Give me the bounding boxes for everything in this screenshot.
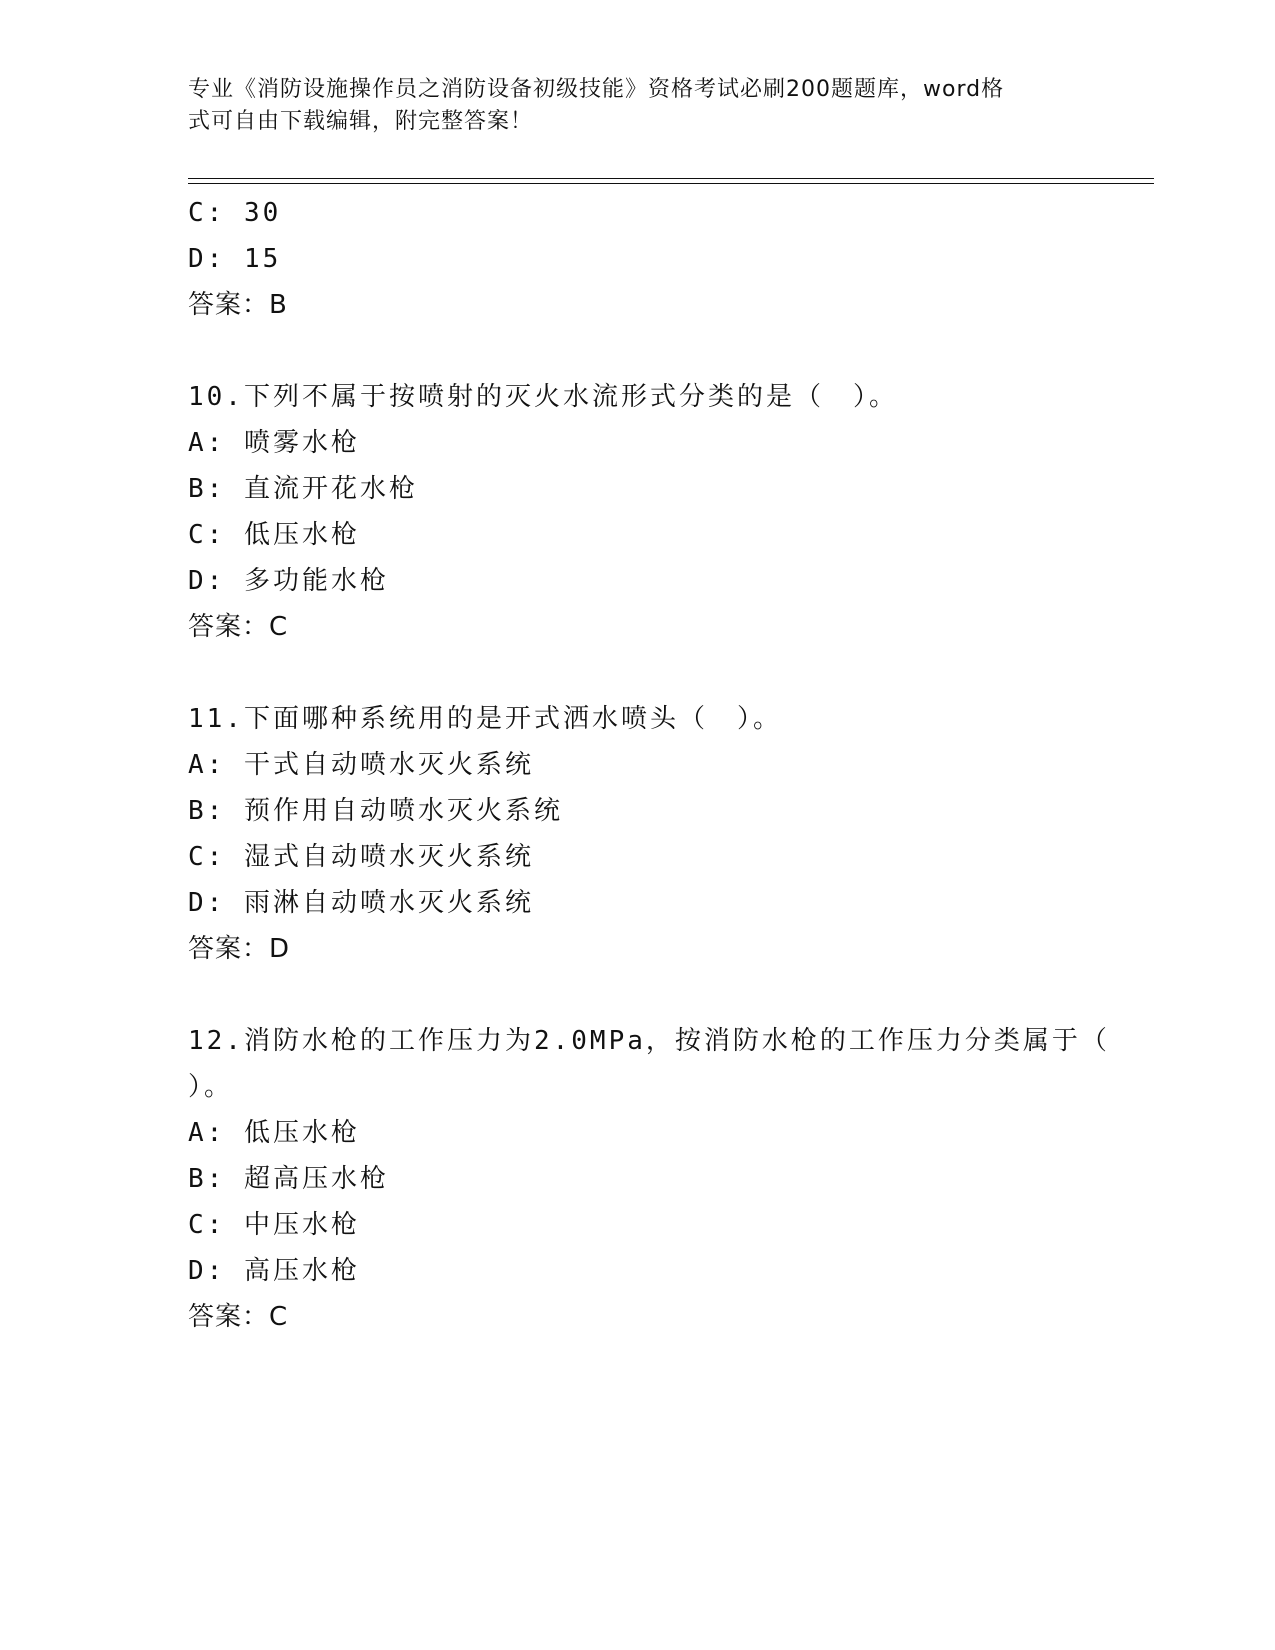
spacer (188, 328, 1148, 374)
option-a: A: 干式自动喷水灭火系统 (188, 750, 534, 780)
option-d: D: 雨淋自动喷水灭火系统 (188, 888, 534, 918)
option-d: D: 15 (188, 244, 282, 274)
question-12 (188, 1018, 1148, 1340)
spacer (188, 972, 1148, 1018)
question-10 (188, 374, 1148, 650)
header-title-line-2: 式可自由下载编辑，附完整答案！ (188, 109, 534, 134)
header-divider-top (188, 178, 1154, 179)
option-d: D: 多功能水枪 (188, 566, 389, 596)
document-header (188, 74, 1068, 138)
option-b: B: 直流开花水枪 (188, 474, 418, 504)
header-divider-bottom (188, 183, 1154, 184)
option-a: A: 低压水枪 (188, 1118, 360, 1148)
answer-line: 答案：B (188, 290, 288, 320)
option-c: C: 中压水枪 (188, 1210, 360, 1240)
question-9-tail (188, 190, 1148, 328)
question-stem-line-2: ）。 (188, 1072, 234, 1102)
option-b: B: 预作用自动喷水灭火系统 (188, 796, 563, 826)
question-stem: 10.下列不属于按喷射的灭火水流形式分类的是（ ）。 (188, 382, 898, 412)
answer-line: 答案：C (188, 1302, 289, 1332)
option-b: B: 超高压水枪 (188, 1164, 389, 1194)
question-stem-line-1: 12.消防水枪的工作压力为2.0MPa，按消防水枪的工作压力分类属于（ (188, 1026, 1110, 1056)
header-title-line-1: 专业《消防设施操作员之消防设备初级技能》资格考试必刷200题题库，word格 (188, 77, 1005, 102)
option-c: C: 30 (188, 198, 282, 228)
option-d: D: 高压水枪 (188, 1256, 360, 1286)
answer-line: 答案：D (188, 934, 291, 964)
option-c: C: 低压水枪 (188, 520, 360, 550)
question-stem: 11.下面哪种系统用的是开式洒水喷头（ ）。 (188, 704, 782, 734)
spacer (188, 650, 1148, 696)
option-a: A: 喷雾水枪 (188, 428, 360, 458)
option-c: C: 湿式自动喷水灭火系统 (188, 842, 534, 872)
question-11 (188, 696, 1148, 972)
question-list (188, 190, 1148, 1340)
answer-line: 答案：C (188, 612, 289, 642)
